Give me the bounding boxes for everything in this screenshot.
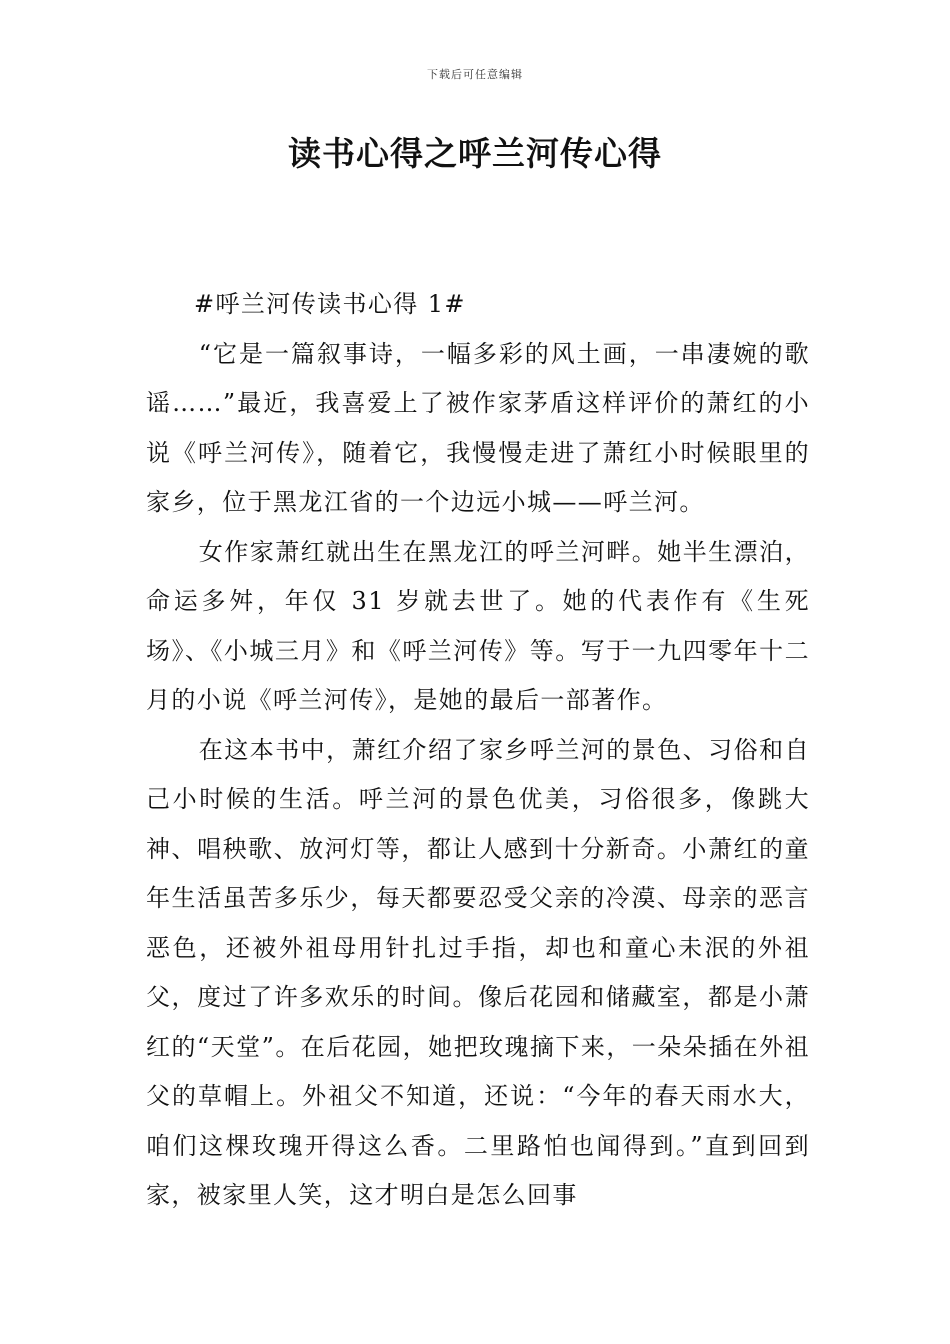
paragraph-1: “它是一篇叙事诗，一幅多彩的风土画，一串凄婉的歌谣……”最近，我喜爱上了被作家茅盾这样评价的萧红的小说《呼兰河传》，随着它，我慢慢走进了萧红小时候眼里的家乡，位于黑龙江省的一个边远小城——呼兰河。 xyxy=(146,339,810,516)
document-body xyxy=(146,280,810,1221)
paragraph-3: 在这本书中，萧红介绍了家乡呼兰河的景色、习俗和自己小时候的生活。呼兰河的景色优美，习俗很多，像跳大神、唱秧歌、放河灯等，都让人感到十分新奇。小萧红的童年生活虽苦多乐少，每天都要忍受父亲的冷漠、母亲的恶言恶色，还被外祖母用针扎过手指，却也和童心未泯的外祖父，度过了许多欢乐的时间。像后花园和储藏室，都是小萧红的“天堂”。在后花园，她把玫瑰摘下来，一朵朵插在外祖父的草帽上。外祖父不知道，还说：“今年的春天雨水大，咱们这棵玫瑰开得这么香。二里路怕也闻得到。”直到回到家，被家里人笑，这才明白是怎么回事 xyxy=(146,735,810,1209)
paragraph-2: 女作家萧红就出生在黑龙江的呼兰河畔。她半生漂泊，命运多舛，年仅 31 岁就去世了。她的代表作有《生死场》、《小城三月》和《呼兰河传》等。写于一九四零年十二月的小说《呼兰河传》，是她的最后一部著作。 xyxy=(146,537,810,714)
document-title: 读书心得之呼兰河传心得 xyxy=(288,134,662,173)
section-heading: #呼兰河传读书心得 1# xyxy=(194,290,466,318)
header-note: 下载后可任意编辑 xyxy=(427,68,523,81)
